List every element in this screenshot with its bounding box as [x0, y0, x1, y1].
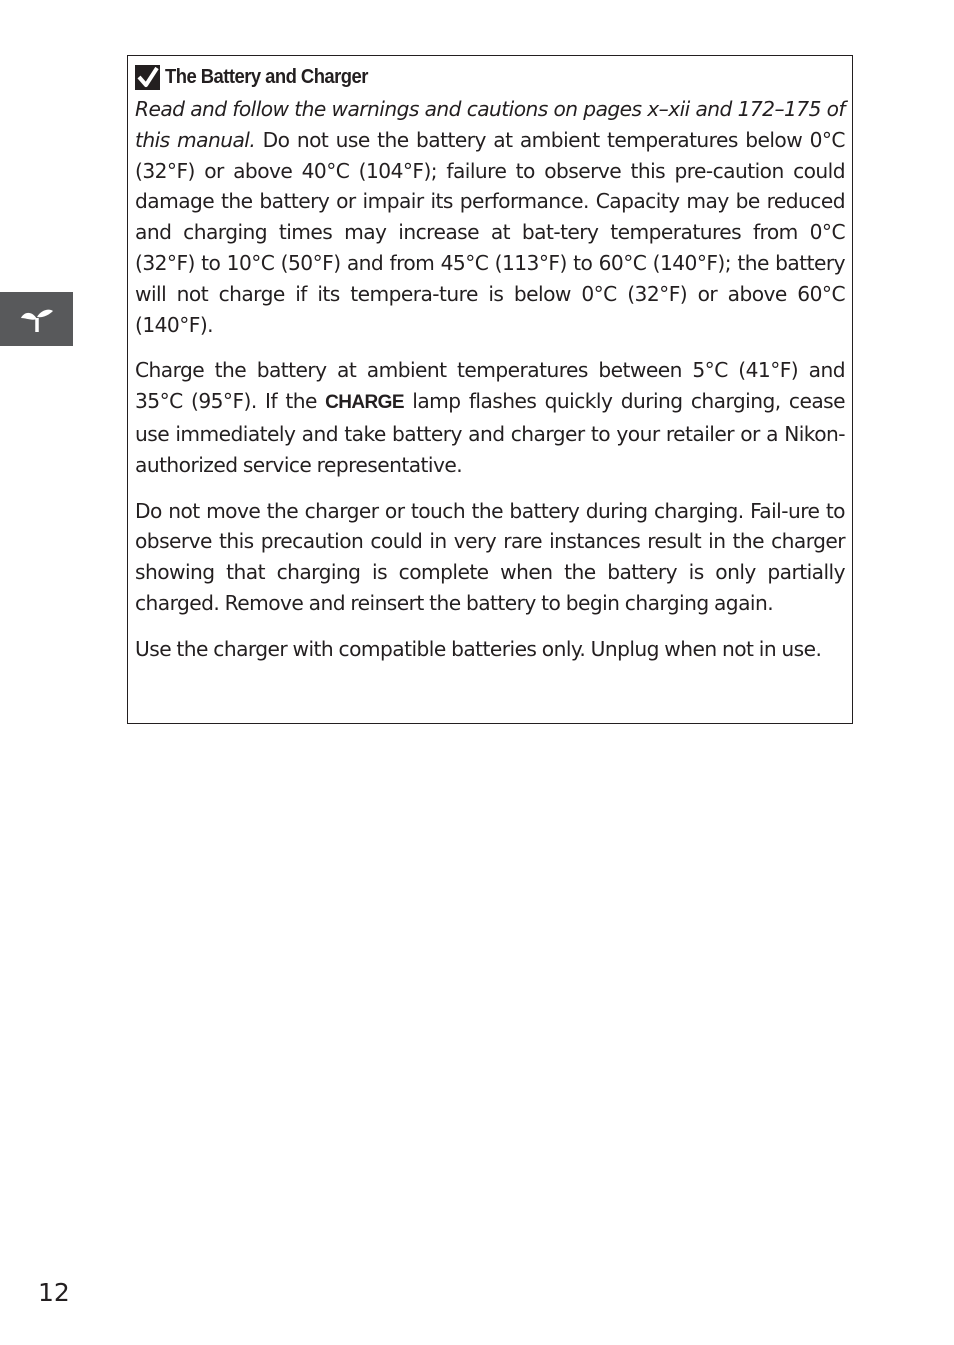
check-icon: [135, 65, 160, 90]
paragraph-compatible: Use the charger with compatible batteries only. Unplug when not in use.: [135, 636, 822, 661]
caution-heading: [135, 60, 845, 94]
caution-box: [127, 55, 853, 724]
page-number: 12: [38, 1278, 70, 1307]
charging-text-end: lamp flashes quickly during charging, cease use immediately and take battery and charger to your retailer or a Nikon-authorized service representative.: [135, 389, 845, 477]
temperature-text: Do not use the battery at ambient temperatures below 0°C (32°F) or above 40°C (104°F); failure to observe this pre-caution could damage the battery or impair its performance. Capacity may be reduced and charging times may increase at bat-tery temperatures from 0°C (32°F) to 10°C (50°F) and from 45°C (113°F) to 60°C (140°F); the battery will not charge if its tempera-ture is below 0°C (32°F) or above 60°C (140°F).: [135, 127, 845, 337]
paragraph-temperatures: [135, 94, 845, 340]
charging-text-start: Charge the battery at ambient temperatures between 5°C (41°F) and 35°C (95°F). If the: [135, 358, 845, 414]
sprout-icon: [18, 304, 56, 334]
charge-lamp-label: CHARGE: [325, 392, 404, 414]
paragraph-charging: [135, 355, 845, 480]
caution-title: The Battery and Charger: [165, 65, 368, 88]
section-tab: [0, 292, 73, 346]
warnings-reference: Read and follow the warnings and cautions on pages x–xii and 172–175 of this manual.: [135, 97, 845, 152]
paragraph-do-not-move: Do not move the charger or touch the battery during charging. Fail-ure to observe this precaution could in very rare instances result in the charger showing that charging is complete when the battery is only partially charged. Remove and reinsert the battery to begin charging again.: [135, 498, 845, 615]
